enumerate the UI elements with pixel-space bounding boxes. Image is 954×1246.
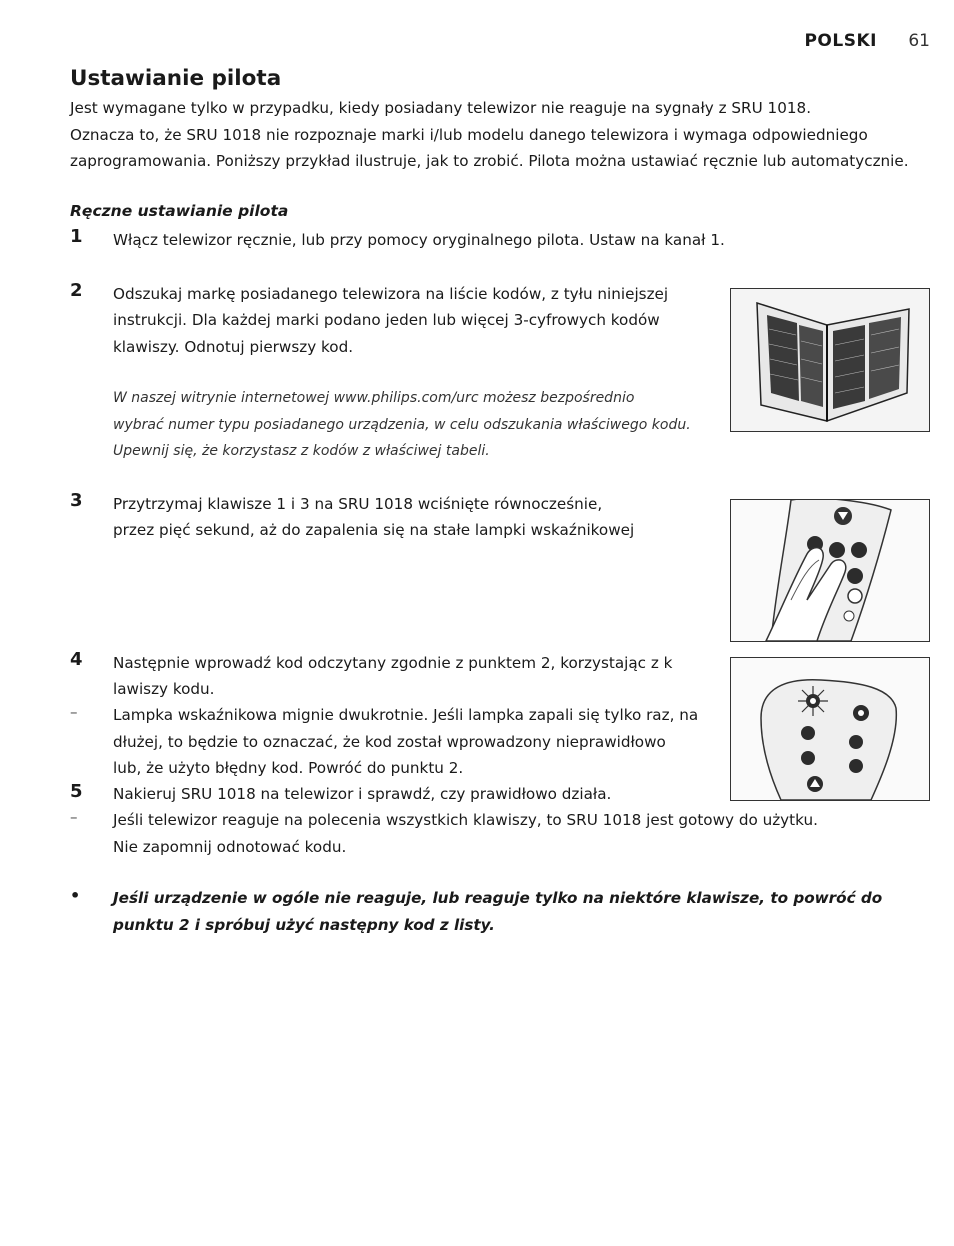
remote-indicator-blink-icon [731, 658, 929, 800]
page-title: Ustawianie pilota [70, 66, 282, 91]
intro-line: Oznacza to, że SRU 1018 nie rozpoznaje marki i/lub modelu danego telewizora i wymaga odpowiedniego [70, 126, 868, 144]
intro-line: zaprogramowania. Poniższy przykład ilustruje, jak to zrobić. Pilota można ustawiać ręcznie lub automatycznie. [70, 152, 909, 170]
hand-pressing-remote-icon [731, 500, 929, 641]
step-text: Nakieruj SRU 1018 na telewizor i sprawdź, czy prawidłowo działa. [113, 785, 612, 803]
code-booklet-icon [731, 289, 929, 431]
step-text: instrukcji. Dla każdej marki podano jeden lub więcej 3-cyfrowych kodów [113, 311, 660, 329]
step-text: Odszukaj markę posiadanego telewizora na liście kodów, z tyłu niniejszej [113, 285, 669, 303]
step-number: 3 [70, 490, 83, 511]
step-number: 1 [70, 226, 83, 247]
step-number: 2 [70, 280, 83, 301]
note-line: wybrać numer typu posiadanego urządzenia, w celu odszukania właściwego kodu. [113, 417, 691, 433]
bullet-note-line: punktu 2 i spróbuj użyć następny kod z listy. [113, 916, 495, 934]
step-number: 5 [70, 781, 83, 802]
step-text: Przytrzymaj klawisze 1 i 3 na SRU 1018 wciśnięte równocześnie, [113, 495, 603, 513]
step-detail: lub, że użyto błędny kod. Powróć do punktu 2. [113, 759, 464, 777]
dash-marker: – [70, 703, 78, 721]
step-text: przez pięć sekund, aż do zapalenia się na stałe lampki wskaźnikowej [113, 521, 635, 539]
step-text: Włącz telewizor ręcznie, lub przy pomocy oryginalnego pilota. Ustaw na kanał 1. [113, 231, 725, 249]
remote-hand-figure [730, 499, 930, 642]
code-booklet-figure [730, 288, 930, 432]
bullet-note-line: Jeśli urządzenie w ogóle nie reaguje, lub reaguje tylko na niektóre klawisze, to powróć do [113, 889, 883, 907]
note-line: Upewnij się, że korzystasz z kodów z właściwej tabeli. [113, 443, 490, 459]
step-detail: Lampka wskaźnikowa mignie dwukrotnie. Jeśli lampka zapali się tylko raz, na [113, 706, 699, 724]
step-detail: Nie zapomnij odnotować kodu. [113, 838, 347, 856]
step-number: 4 [70, 649, 83, 670]
step-text: klawiszy. Odnotuj pierwszy kod. [113, 338, 354, 356]
step-detail: dłużej, to będzie to oznaczać, że kod został wprowadzony nieprawidłowo [113, 733, 666, 751]
step-detail: Jeśli telewizor reaguje na polecenia wszystkich klawiszy, to SRU 1018 jest gotowy do użytku. [113, 811, 818, 829]
step-text: Następnie wprowadź kod odczytany zgodnie z punktem 2, korzystając z k [113, 654, 673, 672]
intro-line: Jest wymagane tylko w przypadku, kiedy posiadany telewizor nie reaguje na sygnały z SRU 1018. [70, 99, 812, 117]
step-text: lawiszy kodu. [113, 680, 215, 698]
dash-marker: – [70, 808, 78, 826]
page-number: 61 [908, 31, 930, 51]
section-subheading: Ręczne ustawianie pilota [70, 202, 289, 220]
page-header [804, 31, 930, 51]
language-label: POLSKI [804, 31, 877, 51]
note-line: W naszej witrynie internetowej www.philips.com/urc możesz bezpośrednio [113, 390, 635, 406]
bullet-marker: • [70, 886, 81, 905]
remote-indicator-figure [730, 657, 930, 801]
